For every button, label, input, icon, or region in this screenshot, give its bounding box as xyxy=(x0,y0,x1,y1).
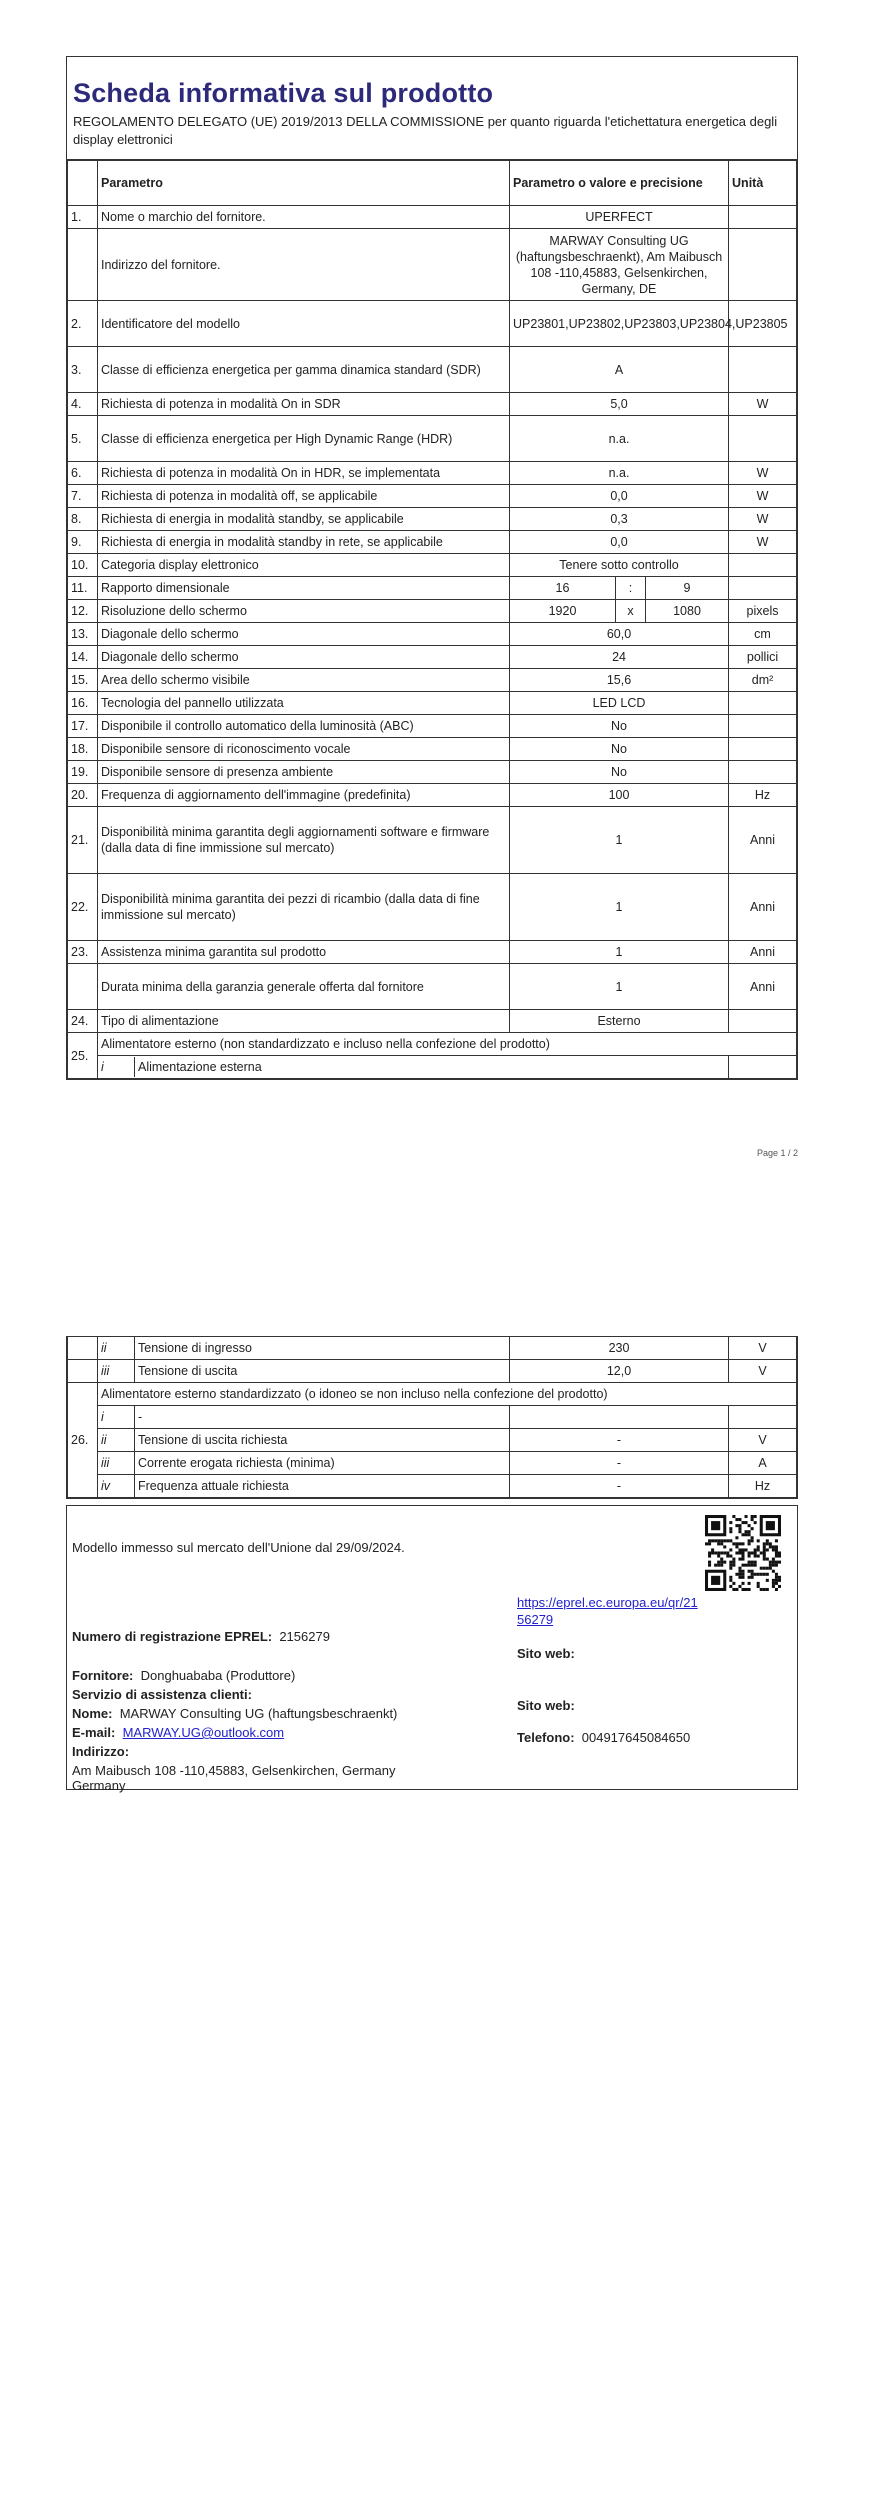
row-num: 11. xyxy=(68,577,98,600)
address-line1: Am Maibusch 108 -110,45883, Gelsenkirchen, Germany xyxy=(72,1763,396,1778)
row-value: 24 xyxy=(510,646,729,669)
row-unit: dm² xyxy=(729,669,797,692)
row-unit: W xyxy=(729,531,797,554)
table-row xyxy=(68,485,797,508)
row-value: A xyxy=(510,347,729,393)
row-num: 17. xyxy=(68,715,98,738)
row-num: 24. xyxy=(68,1010,98,1033)
table-row xyxy=(68,229,797,301)
row-unit xyxy=(729,554,797,577)
row-param: Richiesta di energia in modalità standby in rete, se applicabile xyxy=(98,531,510,554)
website-label-1: Sito web: xyxy=(517,1646,575,1661)
row-value: 60,0 xyxy=(510,623,729,646)
row-unit xyxy=(729,1406,797,1429)
row-unit: Hz xyxy=(729,1475,797,1498)
sub-index: iii xyxy=(98,1452,135,1475)
row25-title: Alimentatore esterno (non standardizzato e incluso nella confezione del prodotto) xyxy=(98,1033,797,1056)
row-param: Tensione di uscita xyxy=(135,1360,510,1383)
row-num: 22. xyxy=(68,874,98,941)
row-param: Corrente erogata richiesta (minima) xyxy=(135,1452,510,1475)
row-value: - xyxy=(510,1475,729,1498)
table-row xyxy=(68,393,797,416)
header-parameter: Parametro xyxy=(98,161,510,206)
row-value: No xyxy=(510,715,729,738)
header-num-cell xyxy=(68,161,98,206)
rows-group-1 xyxy=(68,206,797,577)
row-param: Richiesta di potenza in modalità On in SDR xyxy=(98,393,510,416)
table-row xyxy=(68,1360,797,1383)
row-unit xyxy=(729,577,797,600)
row-unit xyxy=(729,347,797,393)
row-value: Esterno xyxy=(510,1010,729,1033)
row-unit: Anni xyxy=(729,874,797,941)
row-param: Tensione di uscita richiesta xyxy=(135,1429,510,1452)
page2-sheet xyxy=(66,1336,798,1499)
table-row xyxy=(68,1452,797,1475)
row-value: No xyxy=(510,738,729,761)
row-value: n.a. xyxy=(510,416,729,462)
table-row xyxy=(68,761,797,784)
email-label: E-mail: xyxy=(72,1725,116,1740)
table-row xyxy=(68,941,797,964)
row-unit xyxy=(729,1010,797,1033)
row-num: 2. xyxy=(68,301,98,347)
row-param: Identificatore del modello xyxy=(98,301,510,347)
row-num: 14. xyxy=(68,646,98,669)
row-param: Diagonale dello schermo xyxy=(98,623,510,646)
table-row xyxy=(68,784,797,807)
supplier-line xyxy=(72,1667,295,1684)
page2-table xyxy=(67,1336,797,1498)
table-row xyxy=(68,1429,797,1452)
row-param: Richiesta di energia in modalità standby, se applicabile xyxy=(98,508,510,531)
row-unit: Anni xyxy=(729,941,797,964)
eprel-link-line1[interactable]: https://eprel.ec.europa.eu/qr/21 xyxy=(517,1595,698,1610)
row-param: Rapporto dimensionale xyxy=(98,577,510,600)
row-unit xyxy=(729,206,797,229)
header-value: Parametro o valore e precisione xyxy=(510,161,729,206)
row-num: 5. xyxy=(68,416,98,462)
row-num xyxy=(68,229,98,301)
table-row xyxy=(68,206,797,229)
row-value: MARWAY Consulting UG (haftungsbeschraenkt), Am Maibusch 108 -110,45883, Gelsenkirchen, Germany, DE xyxy=(510,229,729,301)
row-num: 15. xyxy=(68,669,98,692)
table-row-25-i xyxy=(68,1056,797,1079)
row-unit: W xyxy=(729,393,797,416)
address-label: Indirizzo: xyxy=(72,1744,130,1759)
address-line2: Germany xyxy=(72,1778,126,1793)
row-param: Disponibile il controllo automatico della luminosità (ABC) xyxy=(98,715,510,738)
row-param: Disponibilità minima garantita degli aggiornamenti software e firmware (dalla data di fine immissione sul mercato) xyxy=(98,807,510,874)
row-unit: V xyxy=(729,1429,797,1452)
sub-index: ii xyxy=(98,1337,135,1360)
email-line xyxy=(72,1724,284,1741)
row-num: 6. xyxy=(68,462,98,485)
aspect-a: 16 xyxy=(510,577,616,600)
row-num: 26. xyxy=(68,1383,98,1498)
row-num: 9. xyxy=(68,531,98,554)
row-param: Classe di efficienza energetica per High Dynamic Range (HDR) xyxy=(98,416,510,462)
row-value: 0,0 xyxy=(510,531,729,554)
row-param: Nome o marchio del fornitore. xyxy=(98,206,510,229)
phone-value: 004917645084650 xyxy=(581,1730,691,1745)
row-param: Disponibile sensore di riconoscimento vocale xyxy=(98,738,510,761)
name-value: MARWAY Consulting UG (haftungsbeschraenkt) xyxy=(119,1706,398,1721)
row26-title: Alimentatore esterno standardizzato (o idoneo se non incluso nella confezione del prodotto) xyxy=(98,1383,797,1406)
row-param: Disponibile sensore di presenza ambiente xyxy=(98,761,510,784)
row-param: Tecnologia del pannello utilizzata xyxy=(98,692,510,715)
row-param: Richiesta di potenza in modalità off, se applicabile xyxy=(98,485,510,508)
table-row xyxy=(68,738,797,761)
eprel-value: 2156279 xyxy=(279,1629,330,1644)
row-unit: pollici xyxy=(729,646,797,669)
row-num: 25. xyxy=(68,1033,98,1079)
row-value: 5,0 xyxy=(510,393,729,416)
table-row xyxy=(68,1406,797,1429)
page-number: Page 1 / 2 xyxy=(756,1148,798,1158)
table-row-resolution xyxy=(68,600,797,623)
row-param: Diagonale dello schermo xyxy=(98,646,510,669)
table-row xyxy=(68,964,797,1010)
row-value: 100 xyxy=(510,784,729,807)
table-row xyxy=(68,1010,797,1033)
supplier-value: Donghuababa (Produttore) xyxy=(140,1668,296,1683)
table-row xyxy=(68,807,797,874)
row-num: 19. xyxy=(68,761,98,784)
table-row xyxy=(68,715,797,738)
page2-rows xyxy=(68,1337,797,1498)
row-value: 1 xyxy=(510,874,729,941)
row-unit: W xyxy=(729,508,797,531)
row-num: 13. xyxy=(68,623,98,646)
row-value: 1 xyxy=(510,941,729,964)
table-row xyxy=(68,301,797,347)
resolution-b: 1080 xyxy=(646,600,729,623)
row-value: Tenere sotto controllo xyxy=(510,554,729,577)
row25-sub-table xyxy=(98,1057,728,1077)
table-row xyxy=(68,669,797,692)
eprel-link-line2[interactable]: 56279 xyxy=(517,1612,554,1627)
row-num: 8. xyxy=(68,508,98,531)
row-value: 1 xyxy=(510,807,729,874)
rows-group-2 xyxy=(68,623,797,1033)
row-num: 4. xyxy=(68,393,98,416)
row-num: 1. xyxy=(68,206,98,229)
row-num: 20. xyxy=(68,784,98,807)
table-row xyxy=(68,692,797,715)
row-param: Durata minima della garanzia generale offerta dal fornitore xyxy=(98,964,510,1010)
row-num: 21. xyxy=(68,807,98,874)
row-num: 10. xyxy=(68,554,98,577)
row-param: Tensione di ingresso xyxy=(135,1337,510,1360)
table-row xyxy=(68,531,797,554)
sub-index: ii xyxy=(98,1429,135,1452)
row-unit: A xyxy=(729,1452,797,1475)
table-row xyxy=(68,623,797,646)
row-param: Disponibilità minima garantita dei pezzi di ricambio (dalla data di fine immissione sul mercato) xyxy=(98,874,510,941)
table-header-row xyxy=(68,161,797,206)
supplier-label: Fornitore: xyxy=(72,1668,134,1683)
row-num: 23. xyxy=(68,941,98,964)
sub-label: Alimentazione esterna xyxy=(138,1060,262,1074)
table-row xyxy=(68,1337,797,1360)
row-param: Assistenza minima garantita sul prodotto xyxy=(98,941,510,964)
row-value: 12,0 xyxy=(510,1360,729,1383)
row-param: Categoria display elettronico xyxy=(98,554,510,577)
row-unit: Anni xyxy=(729,807,797,874)
row-value: 15,6 xyxy=(510,669,729,692)
phone-line xyxy=(517,1729,690,1746)
row-unit: W xyxy=(729,462,797,485)
table-row xyxy=(68,462,797,485)
row-unit xyxy=(729,229,797,301)
row25-sub xyxy=(98,1056,729,1079)
sub-index: iii xyxy=(98,1360,135,1383)
sheet-header xyxy=(67,57,797,160)
row-param: Tipo di alimentazione xyxy=(98,1010,510,1033)
row-num xyxy=(68,1360,98,1383)
row-param: Indirizzo del fornitore. xyxy=(98,229,510,301)
row-value: No xyxy=(510,761,729,784)
row-unit: pixels xyxy=(729,600,797,623)
table-row xyxy=(68,554,797,577)
product-info-sheet xyxy=(66,56,798,1080)
sub-index: i xyxy=(98,1406,135,1429)
aspect-b: 9 xyxy=(646,577,729,600)
row-param: Area dello schermo visibile xyxy=(98,669,510,692)
table-row xyxy=(68,347,797,393)
row-value: UPERFECT xyxy=(510,206,729,229)
resolution-sep: x xyxy=(616,600,646,623)
eprel-registration xyxy=(72,1628,330,1645)
row-param: Frequenza di aggiornamento dell'immagine (predefinita) xyxy=(98,784,510,807)
table-row xyxy=(68,874,797,941)
resolution-a: 1920 xyxy=(510,600,616,623)
row-value: 230 xyxy=(510,1337,729,1360)
row-num: 18. xyxy=(68,738,98,761)
sub-index: iv xyxy=(98,1475,135,1498)
table-row-26-title xyxy=(68,1383,797,1406)
row-value: - xyxy=(510,1452,729,1475)
aspect-sep: : xyxy=(616,577,646,600)
row-value: n.a. xyxy=(510,462,729,485)
eprel-label: Numero di registrazione EPREL: xyxy=(72,1629,273,1644)
market-text: Modello immesso sul mercato dell'Unione dal 29/09/2024. xyxy=(72,1540,405,1555)
row-value: - xyxy=(510,1429,729,1452)
row-unit xyxy=(729,416,797,462)
row-unit xyxy=(729,738,797,761)
row-unit: Anni xyxy=(729,964,797,1010)
row-num: 3. xyxy=(68,347,98,393)
parameters-table xyxy=(67,160,797,1079)
row-unit xyxy=(729,692,797,715)
table-row-25-title xyxy=(68,1033,797,1056)
row-num xyxy=(68,1337,98,1360)
row-value: 0,3 xyxy=(510,508,729,531)
row-num xyxy=(68,964,98,1010)
name-line xyxy=(72,1705,397,1722)
phone-label: Telefono: xyxy=(517,1730,575,1745)
website-label-2: Sito web: xyxy=(517,1698,575,1713)
table-row xyxy=(68,646,797,669)
table-row xyxy=(68,508,797,531)
table-row xyxy=(68,416,797,462)
table-row xyxy=(68,1475,797,1498)
row-value: 0,0 xyxy=(510,485,729,508)
row-unit xyxy=(729,715,797,738)
row-value: UP23801,UP23802,UP23803,UP23804,UP23805 xyxy=(510,301,729,347)
row-value: LED LCD xyxy=(510,692,729,715)
row-num: 16. xyxy=(68,692,98,715)
row-value: 1 xyxy=(510,964,729,1010)
row-param: - xyxy=(135,1406,510,1429)
row-unit: Hz xyxy=(729,784,797,807)
row-value xyxy=(510,1406,729,1429)
service-label: Servizio di assistenza clienti: xyxy=(72,1687,252,1702)
row-param: Risoluzione dello schermo xyxy=(98,600,510,623)
header-unit: Unità xyxy=(729,161,797,206)
row-num: 7. xyxy=(68,485,98,508)
qr-code-icon xyxy=(705,1515,781,1591)
row-unit: cm xyxy=(729,623,797,646)
sub-index: i xyxy=(98,1057,135,1077)
table-row-aspect xyxy=(68,577,797,600)
row-param: Richiesta di potenza in modalità On in HDR, se implementata xyxy=(98,462,510,485)
row-num: 12. xyxy=(68,600,98,623)
footer-box xyxy=(66,1505,798,1793)
row-param: Frequenza attuale richiesta xyxy=(135,1475,510,1498)
row-unit xyxy=(729,1056,797,1079)
page-title: Scheda informativa sul prodotto xyxy=(73,78,494,108)
row-unit xyxy=(729,761,797,784)
page-subtitle: REGOLAMENTO DELEGATO (UE) 2019/2013 DELLA COMMISSIONE per quanto riguarda l'etichettatura energetica degli display elettronici xyxy=(73,114,778,147)
email-link[interactable]: MARWAY.UG@outlook.com xyxy=(122,1725,285,1740)
row-unit: V xyxy=(729,1337,797,1360)
row-param: Classe di efficienza energetica per gamma dinamica standard (SDR) xyxy=(98,347,510,393)
name-label: Nome: xyxy=(72,1706,113,1721)
row-unit: V xyxy=(729,1360,797,1383)
row-unit: W xyxy=(729,485,797,508)
